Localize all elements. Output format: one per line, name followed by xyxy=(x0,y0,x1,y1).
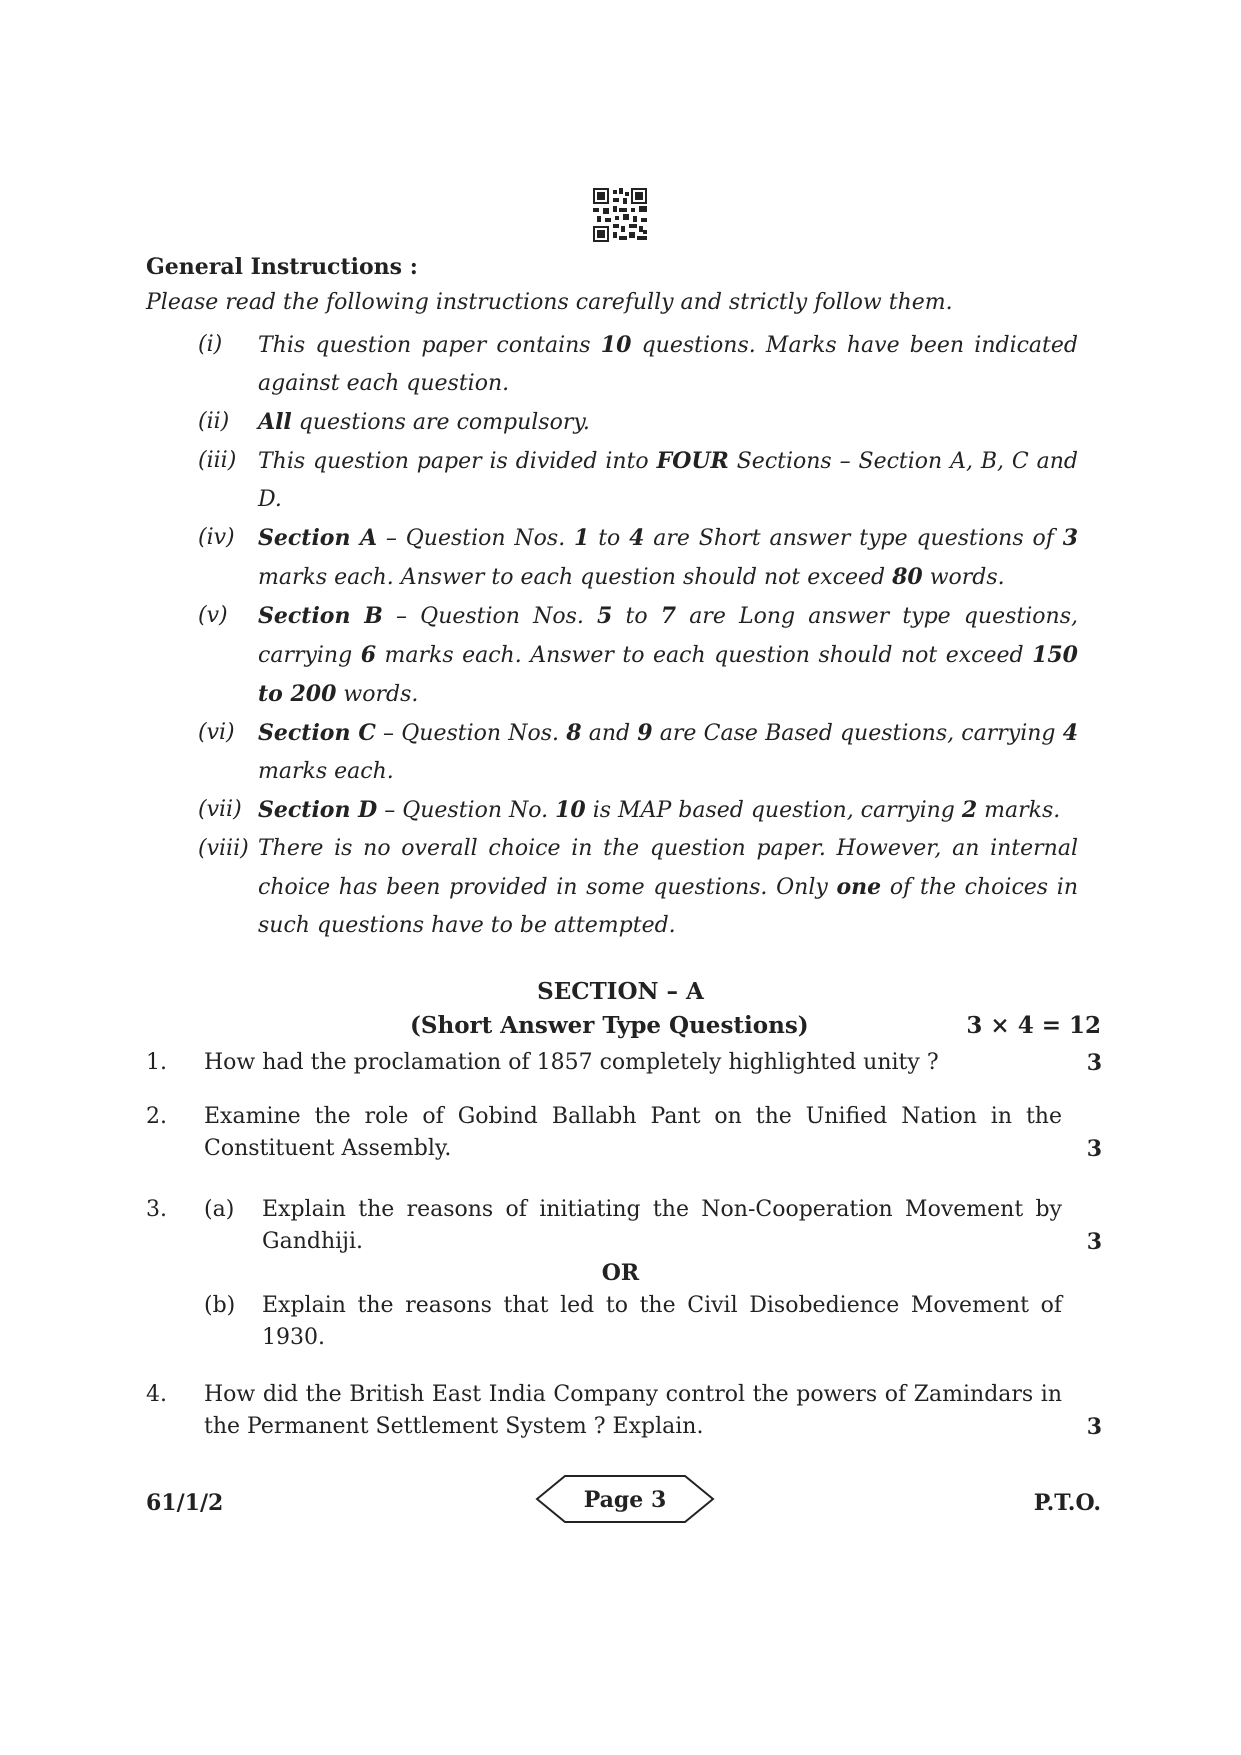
question-text: How did the British East India Company control the powers of Zamindars in the Permanent Settlement System ? Explain. xyxy=(204,1382,1062,1439)
instruction-item xyxy=(198,519,1078,597)
instruction-item xyxy=(198,326,1078,403)
instruction-number: (viii) xyxy=(198,836,249,861)
instructions-list xyxy=(198,326,1078,945)
instruction-item xyxy=(198,403,1078,442)
instruction-item xyxy=(198,714,1078,791)
question-marks: 3 xyxy=(1086,1229,1102,1255)
instruction-number: (iii) xyxy=(198,448,237,473)
instruction-item xyxy=(198,830,1078,945)
question-marks: 3 xyxy=(1086,1414,1102,1440)
question-4 xyxy=(146,1382,1102,1452)
pto-label: P.T.O. xyxy=(1033,1490,1101,1516)
section-marks: 3 × 4 = 12 xyxy=(966,1012,1101,1039)
instruction-number: (vii) xyxy=(198,797,242,822)
question-part-b-text: Explain the reasons that led to the Civil Disobedience Movement of 1930. xyxy=(262,1293,1062,1350)
instruction-text: This question paper is divided into FOUR Sections – Section A, B, C and D. xyxy=(258,448,1079,512)
instruction-text: This question paper contains 10 questions. Marks have been indicated against each question. xyxy=(258,332,1078,396)
question-2 xyxy=(146,1104,1102,1174)
qr-code-icon xyxy=(593,188,647,242)
question-marks: 3 xyxy=(1086,1136,1102,1162)
instruction-number: (iv) xyxy=(198,525,235,550)
instruction-item xyxy=(198,597,1078,714)
instruction-text: Section C – Question Nos. 8 and 9 are Case Based questions, carrying 4 marks each. xyxy=(258,720,1079,784)
instruction-item xyxy=(198,442,1078,519)
question-text: Examine the role of Gobind Ballabh Pant on the Unified Nation in the Constituent Assembly. xyxy=(204,1104,1062,1161)
instruction-text: Section B – Question Nos. 5 to 7 are Long answer type questions, carrying 6 marks each. Answer to each question should not exceed 150 to 200 words. xyxy=(258,603,1078,707)
instruction-text: All questions are compulsory. xyxy=(258,409,590,435)
question-part-b-label: (b) xyxy=(204,1293,236,1318)
section-subtitle: (Short Answer Type Questions) xyxy=(410,1012,809,1039)
instruction-text: There is no overall choice in the question paper. However, an internal choice has been provided in some questions. Only one of the choices in such questions have to be attempted. xyxy=(258,836,1078,938)
question-number: 2. xyxy=(146,1104,167,1129)
paper-code: 61/1/2 xyxy=(146,1490,224,1516)
instruction-text: Section A – Question Nos. 1 to 4 are Short answer type questions of 3 marks each. Answer to each question should not exceed 80 words. xyxy=(258,525,1079,590)
or-divider: OR xyxy=(601,1260,640,1286)
instruction-number: (ii) xyxy=(198,409,230,434)
instructions-intro: Please read the following instructions carefully and strictly follow them. xyxy=(146,290,953,315)
question-number: 1. xyxy=(146,1050,167,1075)
question-number: 3. xyxy=(146,1197,167,1222)
page-number: Page 3 xyxy=(583,1487,667,1513)
question-text: How had the proclamation of 1857 completely highlighted unity ? xyxy=(204,1050,939,1075)
instructions-heading: General Instructions : xyxy=(146,254,418,280)
instruction-item xyxy=(198,791,1078,830)
question-1 xyxy=(146,1050,1102,1090)
instruction-number: (i) xyxy=(198,332,223,357)
instruction-number: (v) xyxy=(198,603,228,628)
question-part-a-text: Explain the reasons of initiating the Non-Cooperation Movement by Gandhiji. xyxy=(262,1197,1062,1254)
section-title: SECTION – A xyxy=(537,978,704,1005)
question-marks: 3 xyxy=(1086,1050,1102,1076)
question-number: 4. xyxy=(146,1382,167,1407)
question-part-a-label: (a) xyxy=(204,1197,235,1222)
instruction-text: Section D – Question No. 10 is MAP based question, carrying 2 marks. xyxy=(258,797,1061,823)
instruction-number: (vi) xyxy=(198,720,235,745)
